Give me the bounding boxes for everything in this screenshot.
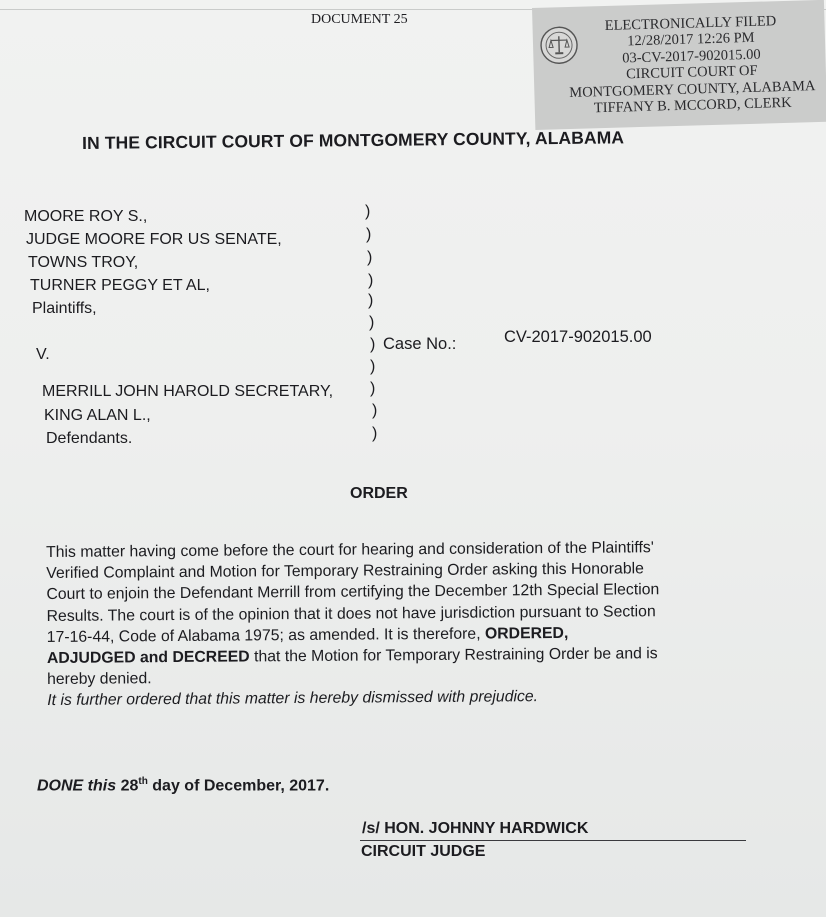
caption-bracket: ) bbox=[370, 358, 376, 375]
order-body-line: Verified Complaint and Motion for Temporary Restraining Order asking this Honorable bbox=[46, 560, 644, 583]
case-number: CV-2017-902015.00 bbox=[504, 328, 652, 346]
stamp-line-county: MONTGOMERY COUNTY, ALABAMA bbox=[569, 77, 816, 101]
order-body-text: 17-16-44, Code of Alabama 1975; as amended. It is therefore, bbox=[46, 625, 486, 646]
caption-bracket: ) bbox=[372, 425, 378, 442]
signature-title: CIRCUIT JUDGE bbox=[361, 843, 486, 860]
done-prefix: DONE this bbox=[37, 777, 117, 795]
order-body-line: Results. The court is of the opinion that it does not have jurisdiction pursuant to Section bbox=[46, 602, 656, 625]
plaintiff-name: MOORE ROY S., bbox=[24, 208, 148, 225]
stamp-line-clerk: TIFFANY B. MCCORD, CLERK bbox=[593, 94, 792, 117]
order-body-line: Court to enjoin the Defendant Merrill from certifying the December 12th Special Election bbox=[46, 581, 660, 604]
order-heading: ORDER bbox=[350, 485, 408, 502]
caption-bracket: ) bbox=[367, 249, 373, 266]
stamp-line-court: CIRCUIT COURT OF bbox=[625, 62, 758, 83]
caption-bracket: ) bbox=[369, 314, 375, 331]
adjudged-emphasis: ADJUDGED and DECREED bbox=[46, 648, 250, 668]
ordered-emphasis: ORDERED, bbox=[484, 624, 569, 643]
caption-bracket: ) bbox=[365, 203, 371, 220]
plaintiff-name: TURNER PEGGY ET AL, bbox=[30, 277, 210, 294]
order-body-text: that the Motion for Temporary Restraining Order be and is bbox=[249, 645, 658, 666]
document-label: DOCUMENT 25 bbox=[311, 12, 408, 27]
filing-stamp bbox=[532, 0, 826, 130]
plaintiffs-label: Plaintiffs, bbox=[32, 300, 97, 317]
caption-bracket: ) bbox=[372, 402, 378, 419]
caption-bracket: ) bbox=[370, 336, 376, 353]
order-body-line: hereby denied. bbox=[47, 670, 152, 689]
stamp-line-datetime: 12/28/2017 12:26 PM bbox=[627, 30, 755, 50]
caption-bracket: ) bbox=[366, 226, 372, 243]
dismissal-line: It is further ordered that this matter is hereby dismissed with prejudice. bbox=[47, 688, 539, 710]
defendant-name: KING ALAN L., bbox=[44, 407, 151, 424]
defendant-name: MERRILL JOHN HAROLD SECRETARY, bbox=[42, 383, 334, 400]
signature-name: /s/ HON. JOHNNY HARDWICK bbox=[362, 820, 589, 837]
stamp-line-case: 03-CV-2017-902015.00 bbox=[621, 46, 761, 67]
order-body bbox=[46, 537, 747, 712]
caption-bracket: ) bbox=[368, 272, 374, 289]
caption-bracket: ) bbox=[370, 380, 376, 397]
done-day-suffix: th bbox=[138, 776, 148, 787]
versus-label: V. bbox=[36, 346, 50, 363]
plaintiff-name: JUDGE MOORE FOR US SENATE, bbox=[26, 231, 282, 248]
done-day: 28 bbox=[120, 777, 139, 795]
done-date-rest: day of December, 2017. bbox=[147, 777, 330, 795]
case-number-label: Case No.: bbox=[383, 335, 457, 353]
caption-bracket: ) bbox=[368, 292, 374, 309]
done-line bbox=[37, 776, 329, 795]
stamp-line-filed: ELECTRONICALLY FILED bbox=[604, 13, 777, 34]
signature-rule bbox=[360, 840, 746, 841]
court-title: IN THE CIRCUIT COURT OF MONTGOMERY COUNTY, ALABAMA bbox=[82, 127, 625, 153]
plaintiff-name: TOWNS TROY, bbox=[28, 254, 139, 271]
order-body-line: This matter having come before the court for hearing and consideration of the Plaintiffs' bbox=[46, 539, 654, 561]
defendants-label: Defendants. bbox=[46, 430, 133, 447]
